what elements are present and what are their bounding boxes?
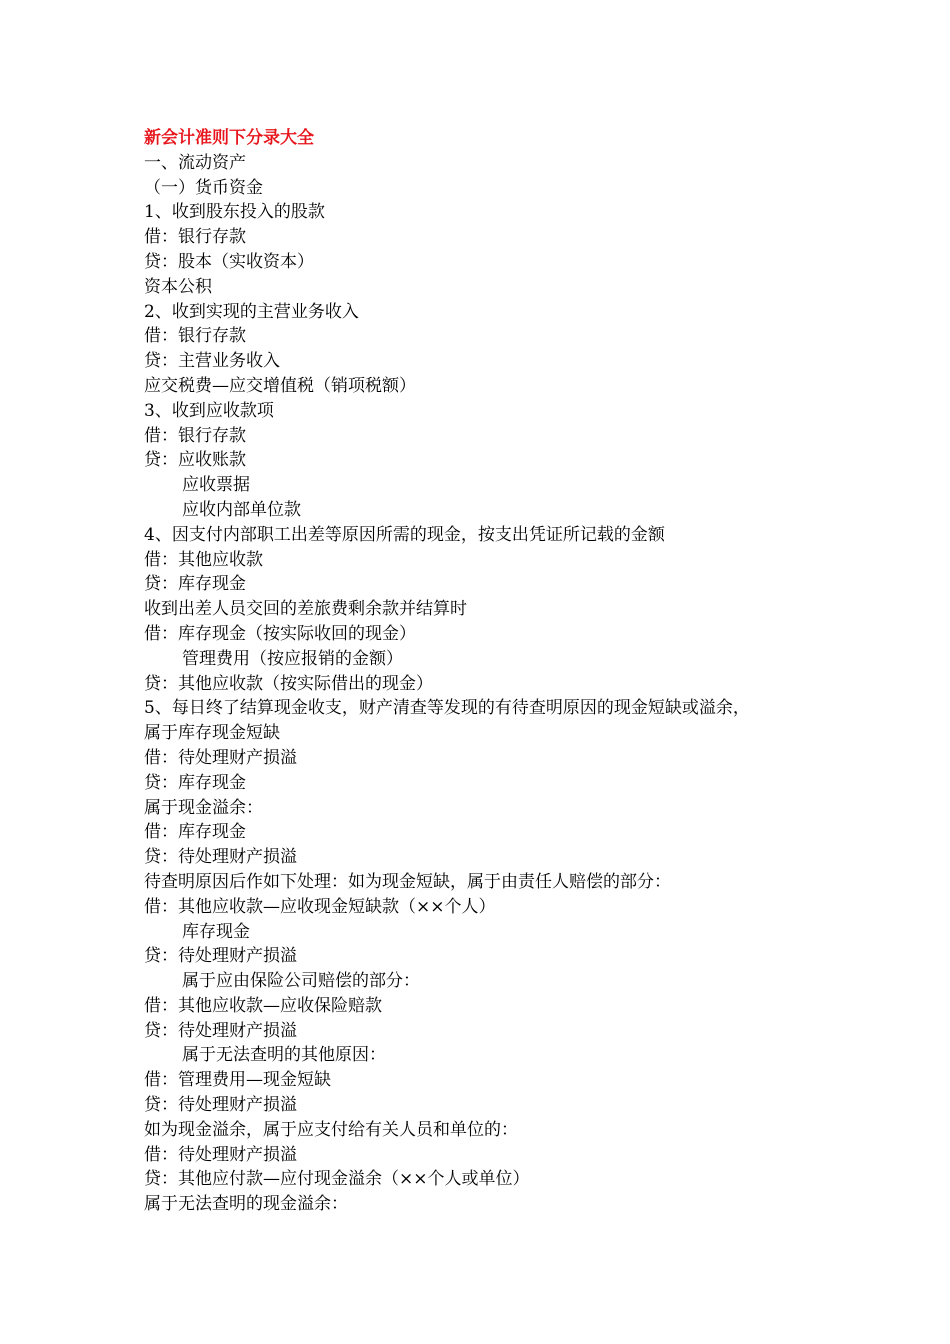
text-line: 贷：股本（实收资本） xyxy=(144,251,314,272)
text-line: 贷：待处理财产损溢 xyxy=(144,1095,297,1116)
text-line: 4、因支付内部职工出差等原因所需的现金，按支出凭证所记载的金额 xyxy=(144,524,665,545)
entry-lines xyxy=(144,151,844,1217)
text-line: 属于现金溢余： xyxy=(144,797,263,818)
text-line: 属于无法查明的其他原因： xyxy=(182,1045,386,1066)
text-line: 贷：主营业务收入 xyxy=(144,351,280,372)
text-line: 管理费用（按应报销的金额） xyxy=(182,648,403,669)
text-line: 借：其他应收款—应收现金短缺款（××个人） xyxy=(144,896,496,917)
text-line: 贷：应收账款 xyxy=(144,450,246,471)
text-line: 借：待处理财产损溢 xyxy=(144,747,297,768)
text-line: 资本公积 xyxy=(144,276,212,297)
text-line: 借：银行存款 xyxy=(144,227,246,248)
text-line: 借：其他应收款—应收保险赔款 xyxy=(144,995,382,1016)
text-line: 借：银行存款 xyxy=(144,326,246,347)
text-line: 借：其他应收款 xyxy=(144,549,263,570)
text-line: 2、收到实现的主营业务收入 xyxy=(144,301,359,322)
text-line: 属于库存现金短缺 xyxy=(144,723,280,744)
text-line: 一、流动资产 xyxy=(144,152,246,173)
text-line: 借：银行存款 xyxy=(144,425,246,446)
text-line: （一）货币资金 xyxy=(144,177,263,198)
text-line: 借：库存现金（按实际收回的现金） xyxy=(144,623,416,644)
text-line: 贷：待处理财产损溢 xyxy=(144,1020,297,1041)
text-line: 应收内部单位款 xyxy=(182,499,301,520)
text-line: 5、每日终了结算现金收支，财产清查等发现的有待查明原因的现金短缺或溢余， xyxy=(144,698,750,719)
document-body xyxy=(144,126,844,1217)
text-line: 应交税费—应交增值税（销项税额） xyxy=(144,375,416,396)
text-line: 贷：库存现金 xyxy=(144,574,246,595)
text-line: 库存现金 xyxy=(182,921,250,942)
text-line: 如为现金溢余，属于应支付给有关人员和单位的： xyxy=(144,1119,518,1140)
text-line: 3、收到应收款项 xyxy=(144,400,274,421)
text-line: 待查明原因后作如下处理：如为现金短缺，属于由责任人赔偿的部分： xyxy=(144,871,671,892)
text-line: 应收票据 xyxy=(182,475,250,496)
text-line: 借：待处理财产损溢 xyxy=(144,1144,297,1165)
document-title: 新会计准则下分录大全 xyxy=(144,128,314,148)
text-line: 收到出差人员交回的差旅费剩余款并结算时 xyxy=(144,599,467,620)
text-line: 借：库存现金 xyxy=(144,822,246,843)
text-line: 贷：待处理财产损溢 xyxy=(144,946,297,967)
text-line: 借：管理费用—现金短缺 xyxy=(144,1070,331,1091)
text-line: 1、收到股东投入的股款 xyxy=(144,202,325,223)
text-line: 贷：库存现金 xyxy=(144,772,246,793)
text-line: 属于无法查明的现金溢余： xyxy=(144,1194,348,1215)
text-line: 属于应由保险公司赔偿的部分： xyxy=(182,971,420,992)
text-line: 贷：待处理财产损溢 xyxy=(144,847,297,868)
text-line: 贷：其他应付款—应付现金溢余（××个人或单位） xyxy=(144,1169,530,1190)
text-line: 贷：其他应收款（按实际借出的现金） xyxy=(144,673,433,694)
